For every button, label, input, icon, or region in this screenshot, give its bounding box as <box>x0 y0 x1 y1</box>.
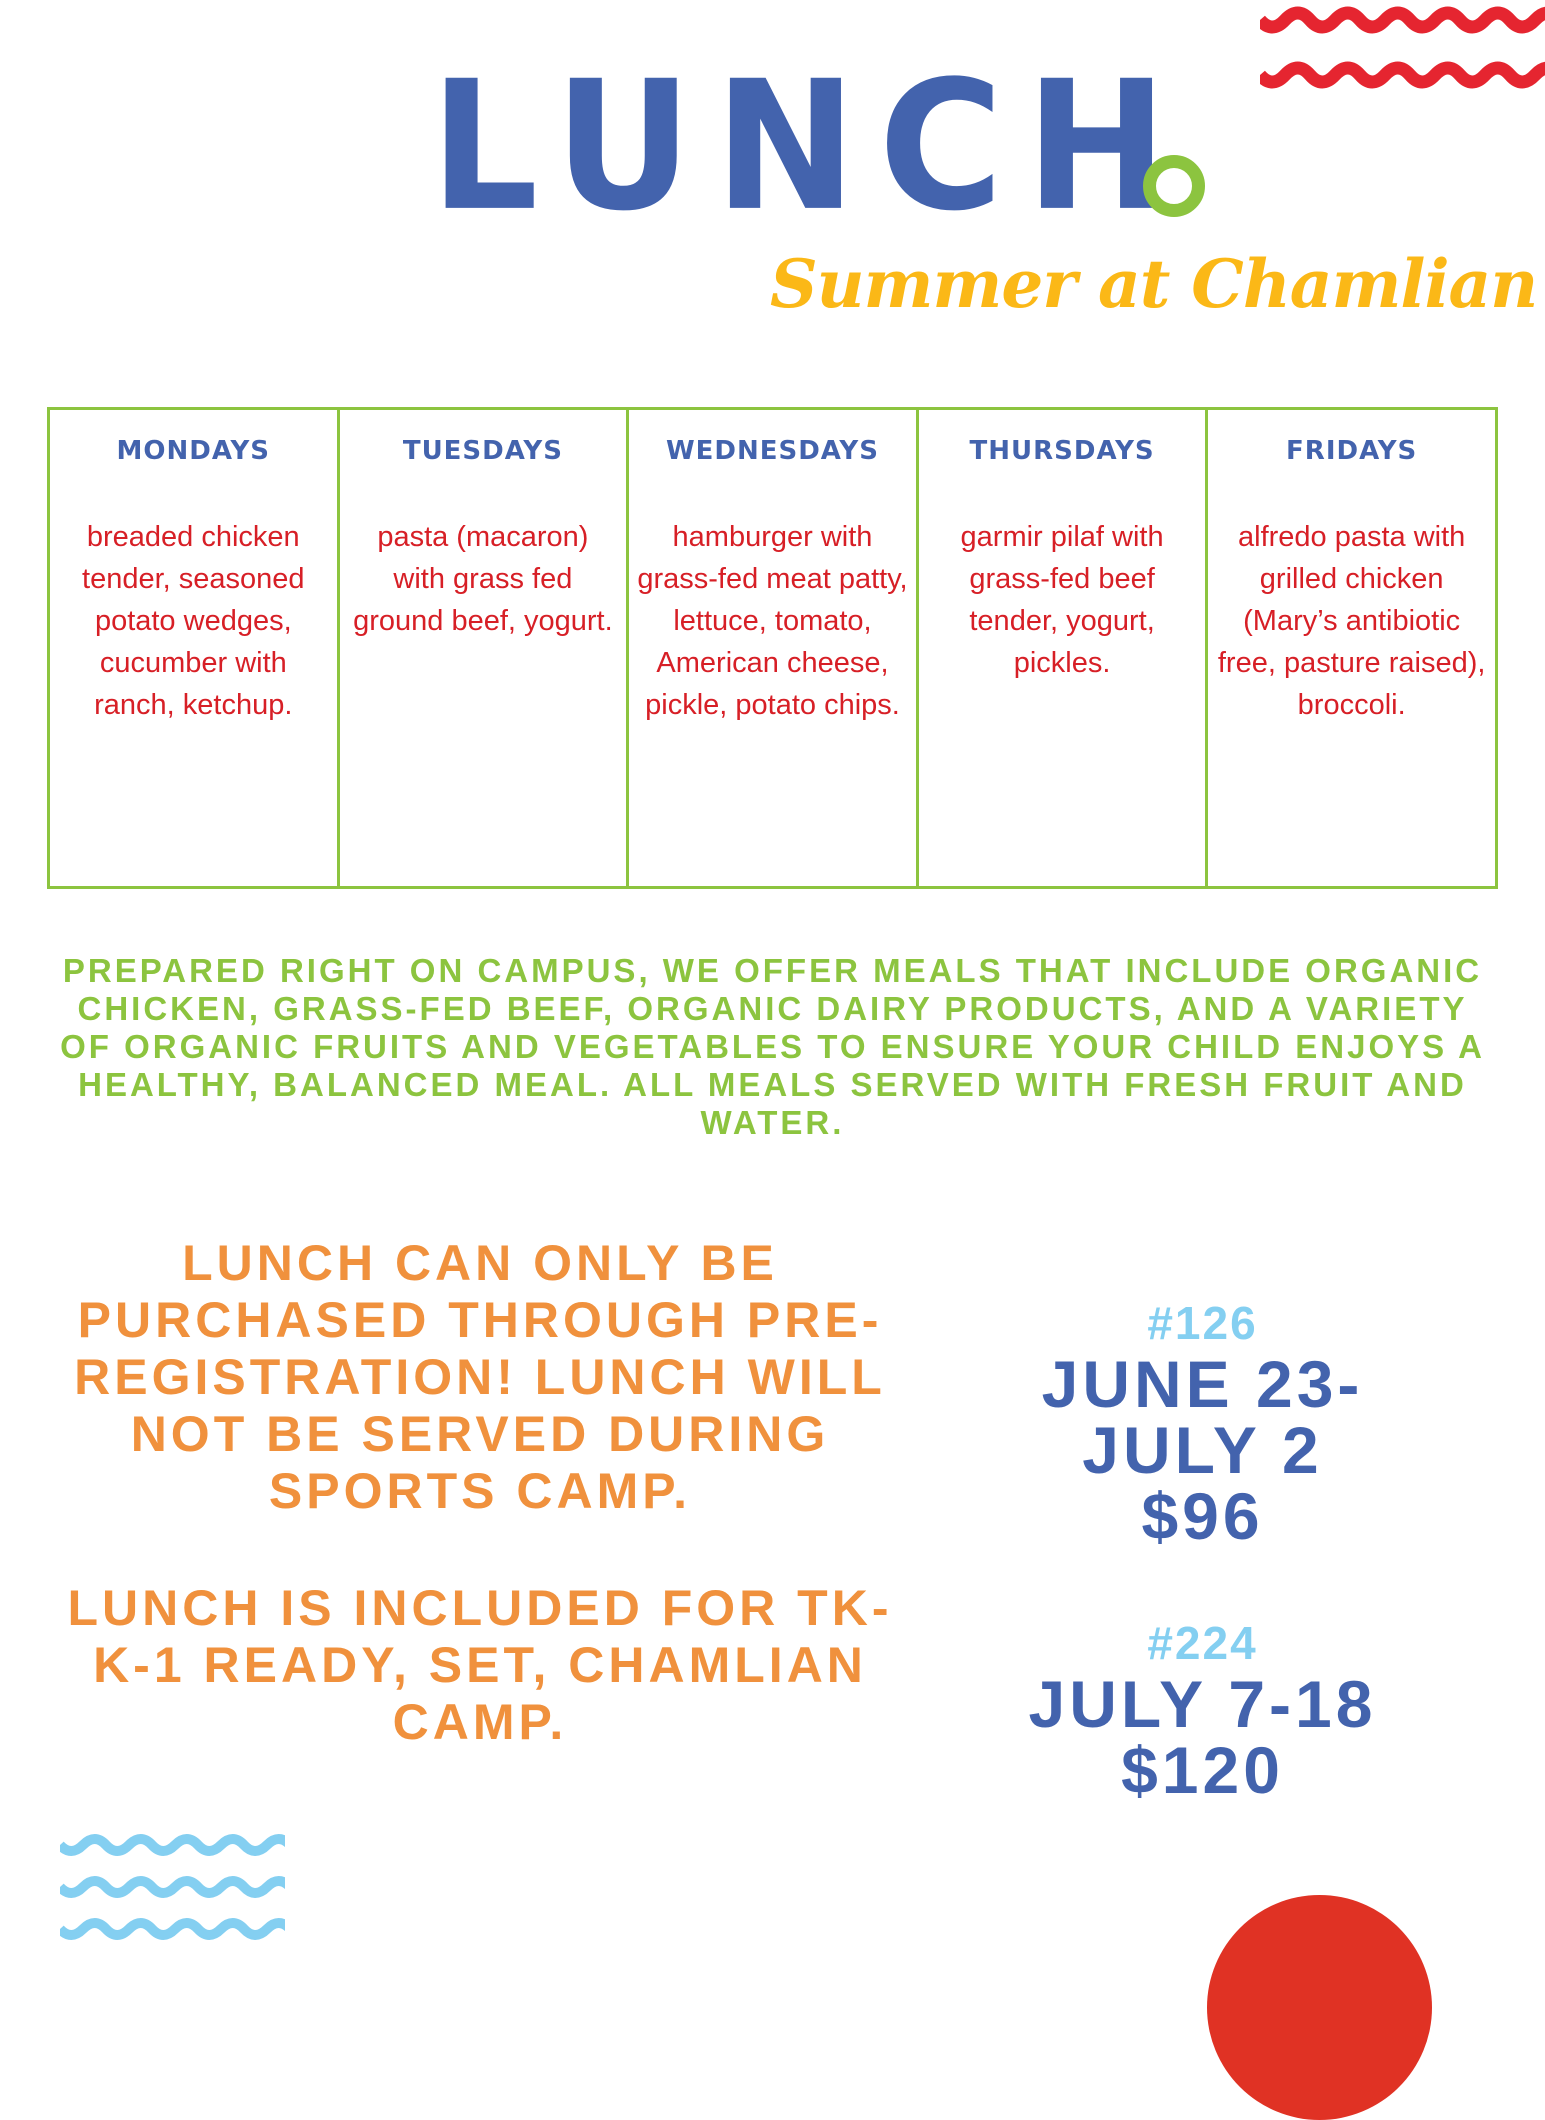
red-waves-decoration <box>1260 0 1545 100</box>
menu-item: breaded chicken tender, seasoned potato wedges, cucumber with ranch, ketchup. <box>82 521 305 721</box>
menu-column-wednesday <box>629 410 919 886</box>
session-224 <box>960 1615 1445 1807</box>
day-heading: MONDAYS <box>116 436 271 466</box>
included-notice: LUNCH IS INCLUDED FOR TK-K-1 READY, SET, CHAMLIAN CAMP. <box>67 1580 893 1750</box>
menu-column-tuesday <box>340 410 630 886</box>
menu-column-thursday <box>919 410 1209 886</box>
preregistration-notice: LUNCH CAN ONLY BE PURCHASED THROUGH PRE-REGISTRATION! LUNCH WILL NOT BE SERVED DURING SPORTS CAMP. <box>74 1235 886 1519</box>
day-heading: FRIDAYS <box>1286 436 1418 466</box>
session-code: #224 <box>1147 1617 1258 1669</box>
session-price: $96 <box>1141 1479 1264 1553</box>
red-circle-decoration <box>1207 1895 1432 2120</box>
menu-column-monday <box>50 410 340 886</box>
menu-item: hamburger with grass-fed meat patty, lettuce, tomato, American cheese, pickle, potato chips. <box>637 521 908 721</box>
menu-item: alfredo pasta with grilled chicken (Mary’s antibiotic free, pasture raised), broccoli. <box>1217 521 1486 721</box>
menu-item: garmir pilaf with grass-fed beef tender, yogurt, pickles. <box>960 521 1164 679</box>
day-heading: THURSDAYS <box>969 436 1155 466</box>
menu-column-friday <box>1208 410 1495 886</box>
menu-item: pasta (macaron) with grass fed ground beef, yogurt. <box>353 521 613 637</box>
day-heading: TUESDAYS <box>402 436 563 466</box>
session-price: $120 <box>1121 1733 1284 1807</box>
subtitle: Summer at Chamlian <box>770 245 1538 323</box>
green-ring-decoration <box>1143 155 1205 217</box>
page-title: LUNCH <box>430 43 1190 251</box>
session-dates: JULY 7-18 <box>1028 1667 1377 1741</box>
day-heading: WEDNESDAYS <box>665 436 879 466</box>
blue-waves-decoration <box>60 1830 285 1945</box>
session-code: #126 <box>1147 1297 1258 1349</box>
description-paragraph: PREPARED RIGHT ON CAMPUS, WE OFFER MEALS THAT INCLUDE ORGANIC CHICKEN, GRASS-FED BEEF, ORGANIC DAIRY PRODUCTS, AND A VARIETY OF ORGANIC FRUITS AND VEGETABLES TO ENSURE YOUR CHILD ENJOYS A HEALTHY, BALANCED MEAL. ALL MEALS SERVED WITH FRESH FRUIT AND WATER. <box>60 952 1485 1141</box>
weekly-menu-table <box>47 407 1498 889</box>
session-dates: JUNE 23- <box>1041 1347 1364 1421</box>
session-dates: JULY 2 <box>1082 1413 1323 1487</box>
session-126 <box>960 1295 1445 1553</box>
